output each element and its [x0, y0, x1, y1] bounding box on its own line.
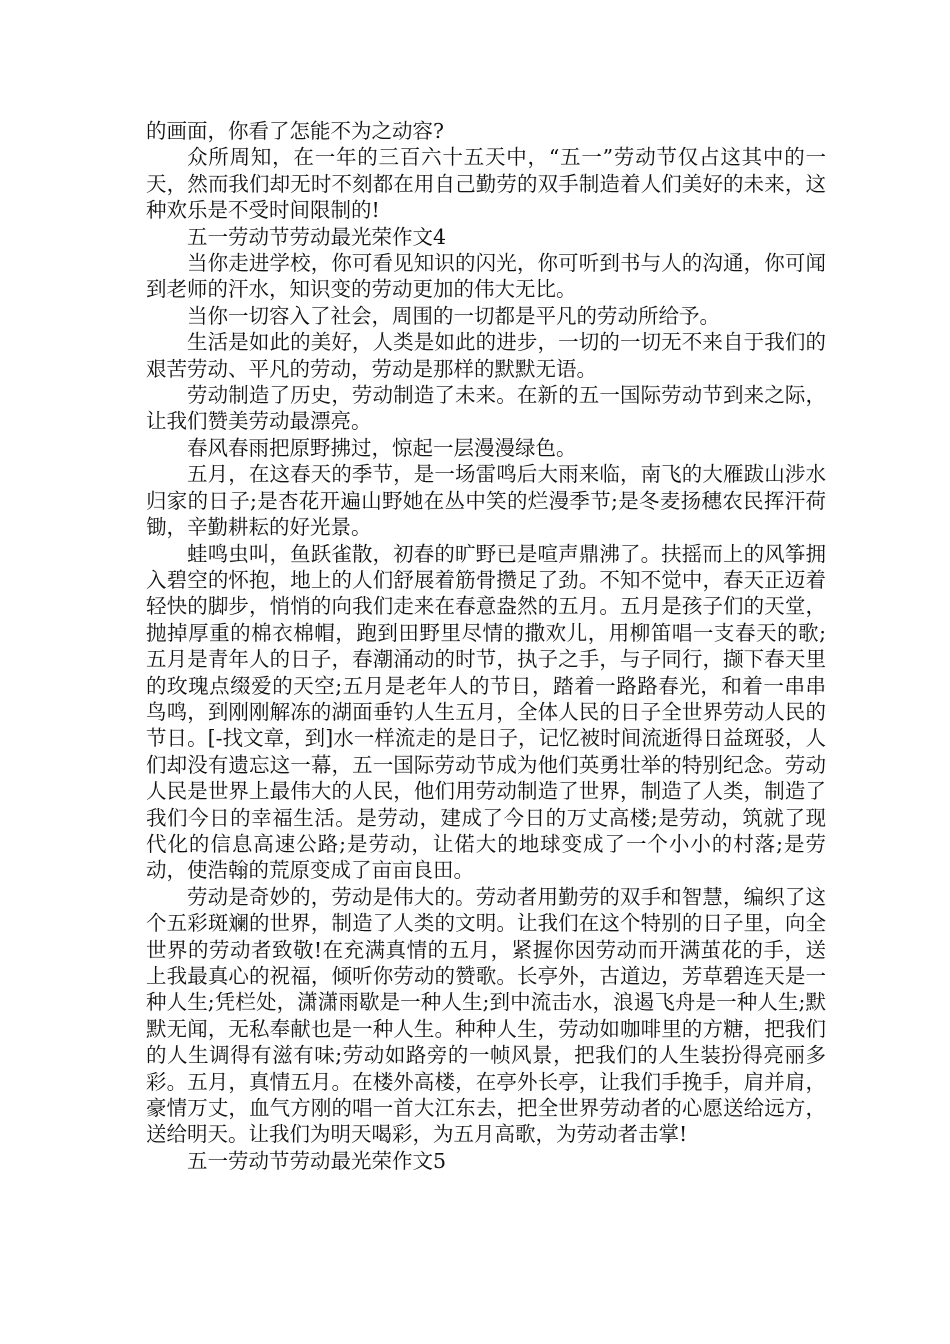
- paragraph: 劳动是奇妙的，劳动是伟大的。劳动者用勤劳的双手和智慧，编织了这个五彩斑斓的世界，制造了人类的文明。让我们在这个特别的日子里，向全世界的劳动者致敬!在充满真情的五月，紧握你因劳动而开满茧花的手，送上我最真心的祝福，倾听你劳动的赞歌。长亭外，古道边，芳草碧连天是一种人生;凭栏处，潇潇雨歇是一种人生;到中流击水，浪遏飞舟是一种人生;默默无闻，无私奉献也是一种人生。种种人生，劳动如咖啡里的方糖，把我们的人生调得有滋有味;劳动如路旁的一帧风景，把我们的人生装扮得亮丽多彩。五月，真情五月。在楼外高楼，在亭外长亭，让我们手挽手，肩并肩，豪情万丈，血气方刚的唱一首大江东去，把全世界劳动者的心愿送给远方，送给明天。让我们为明天喝彩，为五月高歌，为劳动者击掌!: [146, 884, 826, 1147]
- paragraph: 生活是如此的美好，人类是如此的进步，一切的一切无不来自于我们的艰苦劳动、平凡的劳动，劳动是那样的默默无语。: [146, 330, 826, 381]
- paragraph: 众所周知，在一年的三百六十五天中，“五一”劳动节仅占这其中的一天，然而我们却无时不刻都在用自己勤劳的双手制造着人们美好的未来，这种欢乐是不受时间限制的!: [146, 145, 826, 223]
- paragraph-continuation: 的画面，你看了怎能不为之动容?: [146, 119, 444, 143]
- paragraph: 当你走进学校，你可看见知识的闪光，你可听到书与人的沟通，你可闻到老师的汗水，知识变的劳动更加的伟大无比。: [146, 251, 826, 302]
- section-heading: 五一劳动节劳动最光荣作文5: [187, 1148, 447, 1173]
- paragraph: 蛙鸣虫叫，鱼跃雀散，初春的旷野已是喧声鼎沸了。扶摇而上的风筝拥入碧空的怀抱，地上的人们舒展着筋骨攒足了劲。不知不觉中，春天正迈着轻快的脚步，悄悄的向我们走来在春意盎然的五月。五月是孩子们的天堂，抛掉厚重的棉衣棉帽，跑到田野里尽情的撒欢儿，用柳笛唱一支春天的歌;五月是青年人的日子，春潮涌动的时节，执子之手，与子同行，撷下春天里的玫瑰点缀爱的天空;五月是老年人的节日，踏着一路路春光，和着一串串鸟鸣，到刚刚解冻的湖面垂钓人生五月，全体人民的日子全世界劳动人民的节日。[-找文章，到]水一样流走的是日子，记忆被时间流逝得日益斑驳，人们却没有遗忘这一幕，五一国际劳动节成为他们英勇壮举的特别纪念。劳动人民是世界上最伟大的人民，他们用劳动制造了世界，制造了人类，制造了我们今日的幸福生活。是劳动，建成了今日的万丈高楼;是劳动，筑就了现代化的信息高速公路;是劳动，让偌大的地球变成了一个小小的村落;是劳动，使浩翰的荒原变成了亩亩良田。: [146, 541, 826, 883]
- document-page: [146, 118, 826, 1174]
- paragraph: 五月，在这春天的季节，是一场雷鸣后大雨来临，南飞的大雁跋山涉水归家的日子;是杏花开遍山野她在丛中笑的烂漫季节;是冬麦扬穗农民挥汗荷锄，辛勤耕耘的好光景。: [146, 462, 826, 540]
- paragraph: 春风春雨把原野拂过，惊起一层漫漫绿色。: [187, 435, 577, 460]
- paragraph: 当你一切容入了社会，周围的一切都是平凡的劳动所给予。: [187, 303, 720, 328]
- section-heading: 五一劳动节劳动最光荣作文4: [187, 224, 447, 249]
- paragraph: 劳动制造了历史，劳动制造了未来。在新的五一国际劳动节到来之际，让我们赞美劳动最漂亮。: [146, 383, 826, 434]
